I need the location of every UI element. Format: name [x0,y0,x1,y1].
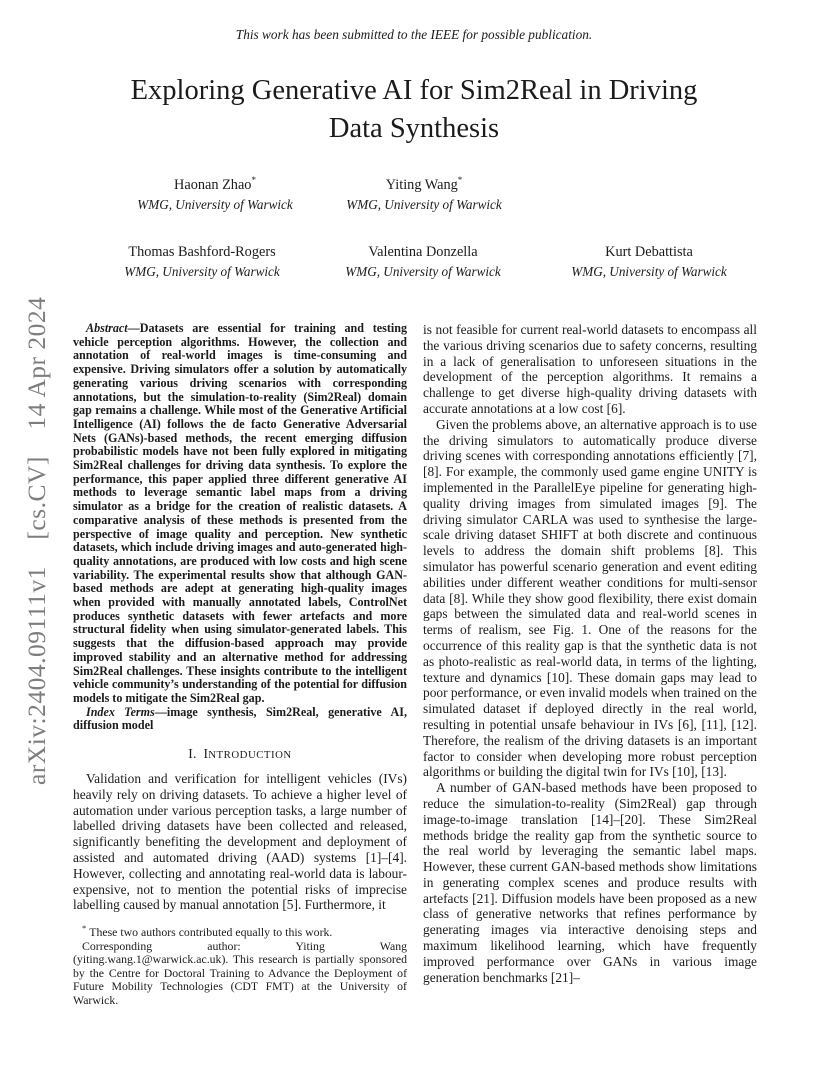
two-column-body [73,322,757,1007]
author-affiliation: WMG, University of Warwick [346,196,502,212]
author-block [313,242,533,280]
author-name: Haonan Zhao* [174,175,256,193]
author-block [105,175,325,213]
author-marker: * [457,175,463,185]
author-affiliation: WMG, University of Warwick [571,263,727,279]
index-terms-label: Index Terms [86,704,155,719]
section-heading-introduction [73,746,407,762]
submission-note: This work has been submitted to the IEEE for possible publication. [235,27,593,42]
intro-paragraph-right-2: Given the problems above, an alternative approach is to use the driving simulators to automatically produce diverse driving scenes with corresponding annotations efficiently [7], [8]. For example, the commonly used game engine UNITY is implemented in the ParallelEye pipeline for generating high-quality driving images from simulated images [9]. The driving simulator CARLA was used to synthesise the large-scale driving dataset SHIFT at both discrete and continuous levels to address the domain shift problems [8]. This simulator has powerful scenario generation and event editing abilities under different weather conditions for multi-sensor data [8]. While they show good flexibility, there exist domain gaps between the simulated data and real-world scenes in terms of realism, see Fig. 1. One of the reasons for the occurrence of this reality gap is that the synthetic data is not as photo-realistic as real-world data, in terms of the lighting, texture and dynamics [10]. These domain gaps may lead to poor performance, or even invalid models when trained on the simulated dataset if deployed directly in the real world, resulting in potential unsafe behaviour in IVs [6], [11], [12]. Therefore, the realism of the driving datasets is an important factor to consider when developing more robust perception algorithms or building the digital twin for IVs [10], [13]. [423,416,757,780]
author-block [539,242,759,280]
intro-paragraph-right-3: A number of GAN-based methods have been proposed to reduce the simulation-to-reality (Sim2Real) gap through image-to-image translation [14]–[20]. These Sim2Real methods bridge the reality gap from the synthetic source to the real world by leveraging the semantic label maps. However, these current GAN-based methods show limitations in generating complex scenes and produce results with artefacts [21]. Diffusion models have been proposed as a new class of generative networks that refines performance by generating images via interactive denoising steps and maximum likelihood learning, which have frequently improved performance over GANs in various image generation benchmarks [21]– [423,780,757,985]
author-affiliation: WMG, University of Warwick [124,263,280,279]
author-affiliation: WMG, University of Warwick [137,196,293,212]
right-column [423,322,757,985]
footnote-corresponding-author: Corresponding author: Yiting Wang (yiting.wang.1@warwick.ac.uk). This research is partially sponsored by the Centre for Doctoral Training to Advance the Deployment of Future Mobility Technologies (CDT FMT) at the University of Warwick. [73,938,407,1007]
author-marker: * [251,175,256,185]
author-name: Thomas Bashford-Rogers [128,243,276,260]
author-name: Yiting Wang* [385,175,463,193]
author-block [314,175,534,213]
arxiv-watermark-text: arXiv:2404.09111v1 [cs.CV] 14 Apr 2024 [22,296,51,786]
author-block [92,242,312,280]
intro-paragraph-left: Validation and verification for intelligent vehicles (IVs) heavily rely on driving datasets. To achieve a higher level of automation under various perception tasks, a large number of labelled driving datasets have been collected and released, significantly benefiting the development and deployment of assisted and automated driving (AAD) systems [1]–[4]. However, collecting and annotating real-world data is labour-expensive, not to mention the potential risks of imprecise labelling caused by manual annotation [5]. Furthermore, it [73,771,407,913]
paper-title [64,72,764,148]
abstract-paragraph [73,322,407,706]
intro-paragraph-right-1: is not feasible for current real-world datasets to encompass all the various driving scenarios due to safety concerns, resulting in a lack of generalisation to unforeseen situations in the development of the perception algorithms. It remains a challenge to get diverse high-quality driving datasets with accurate annotations at a low cost [6]. [423,322,757,416]
footnote-block [73,922,407,1007]
section-title: INTRODUCTION [203,746,292,762]
footnote-equal-contribution: * These two authors contributed equally to this work. [82,923,333,940]
abstract-label: Abstract [86,321,128,335]
left-column [73,322,407,1007]
author-name: Valentina Donzella [368,243,478,260]
index-terms [73,706,407,733]
paper-title-line1: Exploring Generative AI for Sim2Real in Driving [130,75,698,106]
footnote-marker: * [82,923,87,934]
author-affiliation: WMG, University of Warwick [345,263,501,279]
abstract-text: —Datasets are essential for training and testing vehicle perception algorithms. However, the collection and annotation of real-world images is time-consuming and expensive. Driving simulators offer a solution by automatically generating various driving scenarios with corresponding annotations, but the simulation-to-reality (Sim2Real) domain gap remains a challenge. While most of the Generative Artificial Intelligence (AI) follows the de facto Generative Adversarial Nets (GANs)-based methods, the recent emerging diffusion probabilistic models have not been fully explored in mitigating Sim2Real challenges for driving data synthesis. To explore the performance, this paper applied three different generative AI methods to leverage semantic label maps from a driving simulator as a bridge for the creation of realistic datasets. A comparative analysis of these methods is presented from the perspective of image quality and perception. New synthetic datasets, which include driving images and auto-generated high-quality annotations, are produced with low costs and high scene variability. The experimental results show that although GAN-based methods are adept at generating high-quality images when provided with manually annotated labels, ControlNet produces synthetic datasets with fewer artefacts and more structural fidelity when using simulator-generated labels. This suggests that the diffusion-based approach may provide improved stability and an alternative method for addressing Sim2Real challenges. These insights contribute to the intelligent vehicle community’s understanding of the potential for diffusion models to mitigate the Sim2Real gap. [73,321,407,705]
paper-title-line2: Data Synthesis [328,113,500,144]
arxiv-watermark [22,280,52,802]
section-number: I. [188,746,197,762]
author-name: Kurt Debattista [605,243,693,260]
index-terms-text: —image synthesis, Sim2Real, generative AI, diffusion model [73,704,407,733]
